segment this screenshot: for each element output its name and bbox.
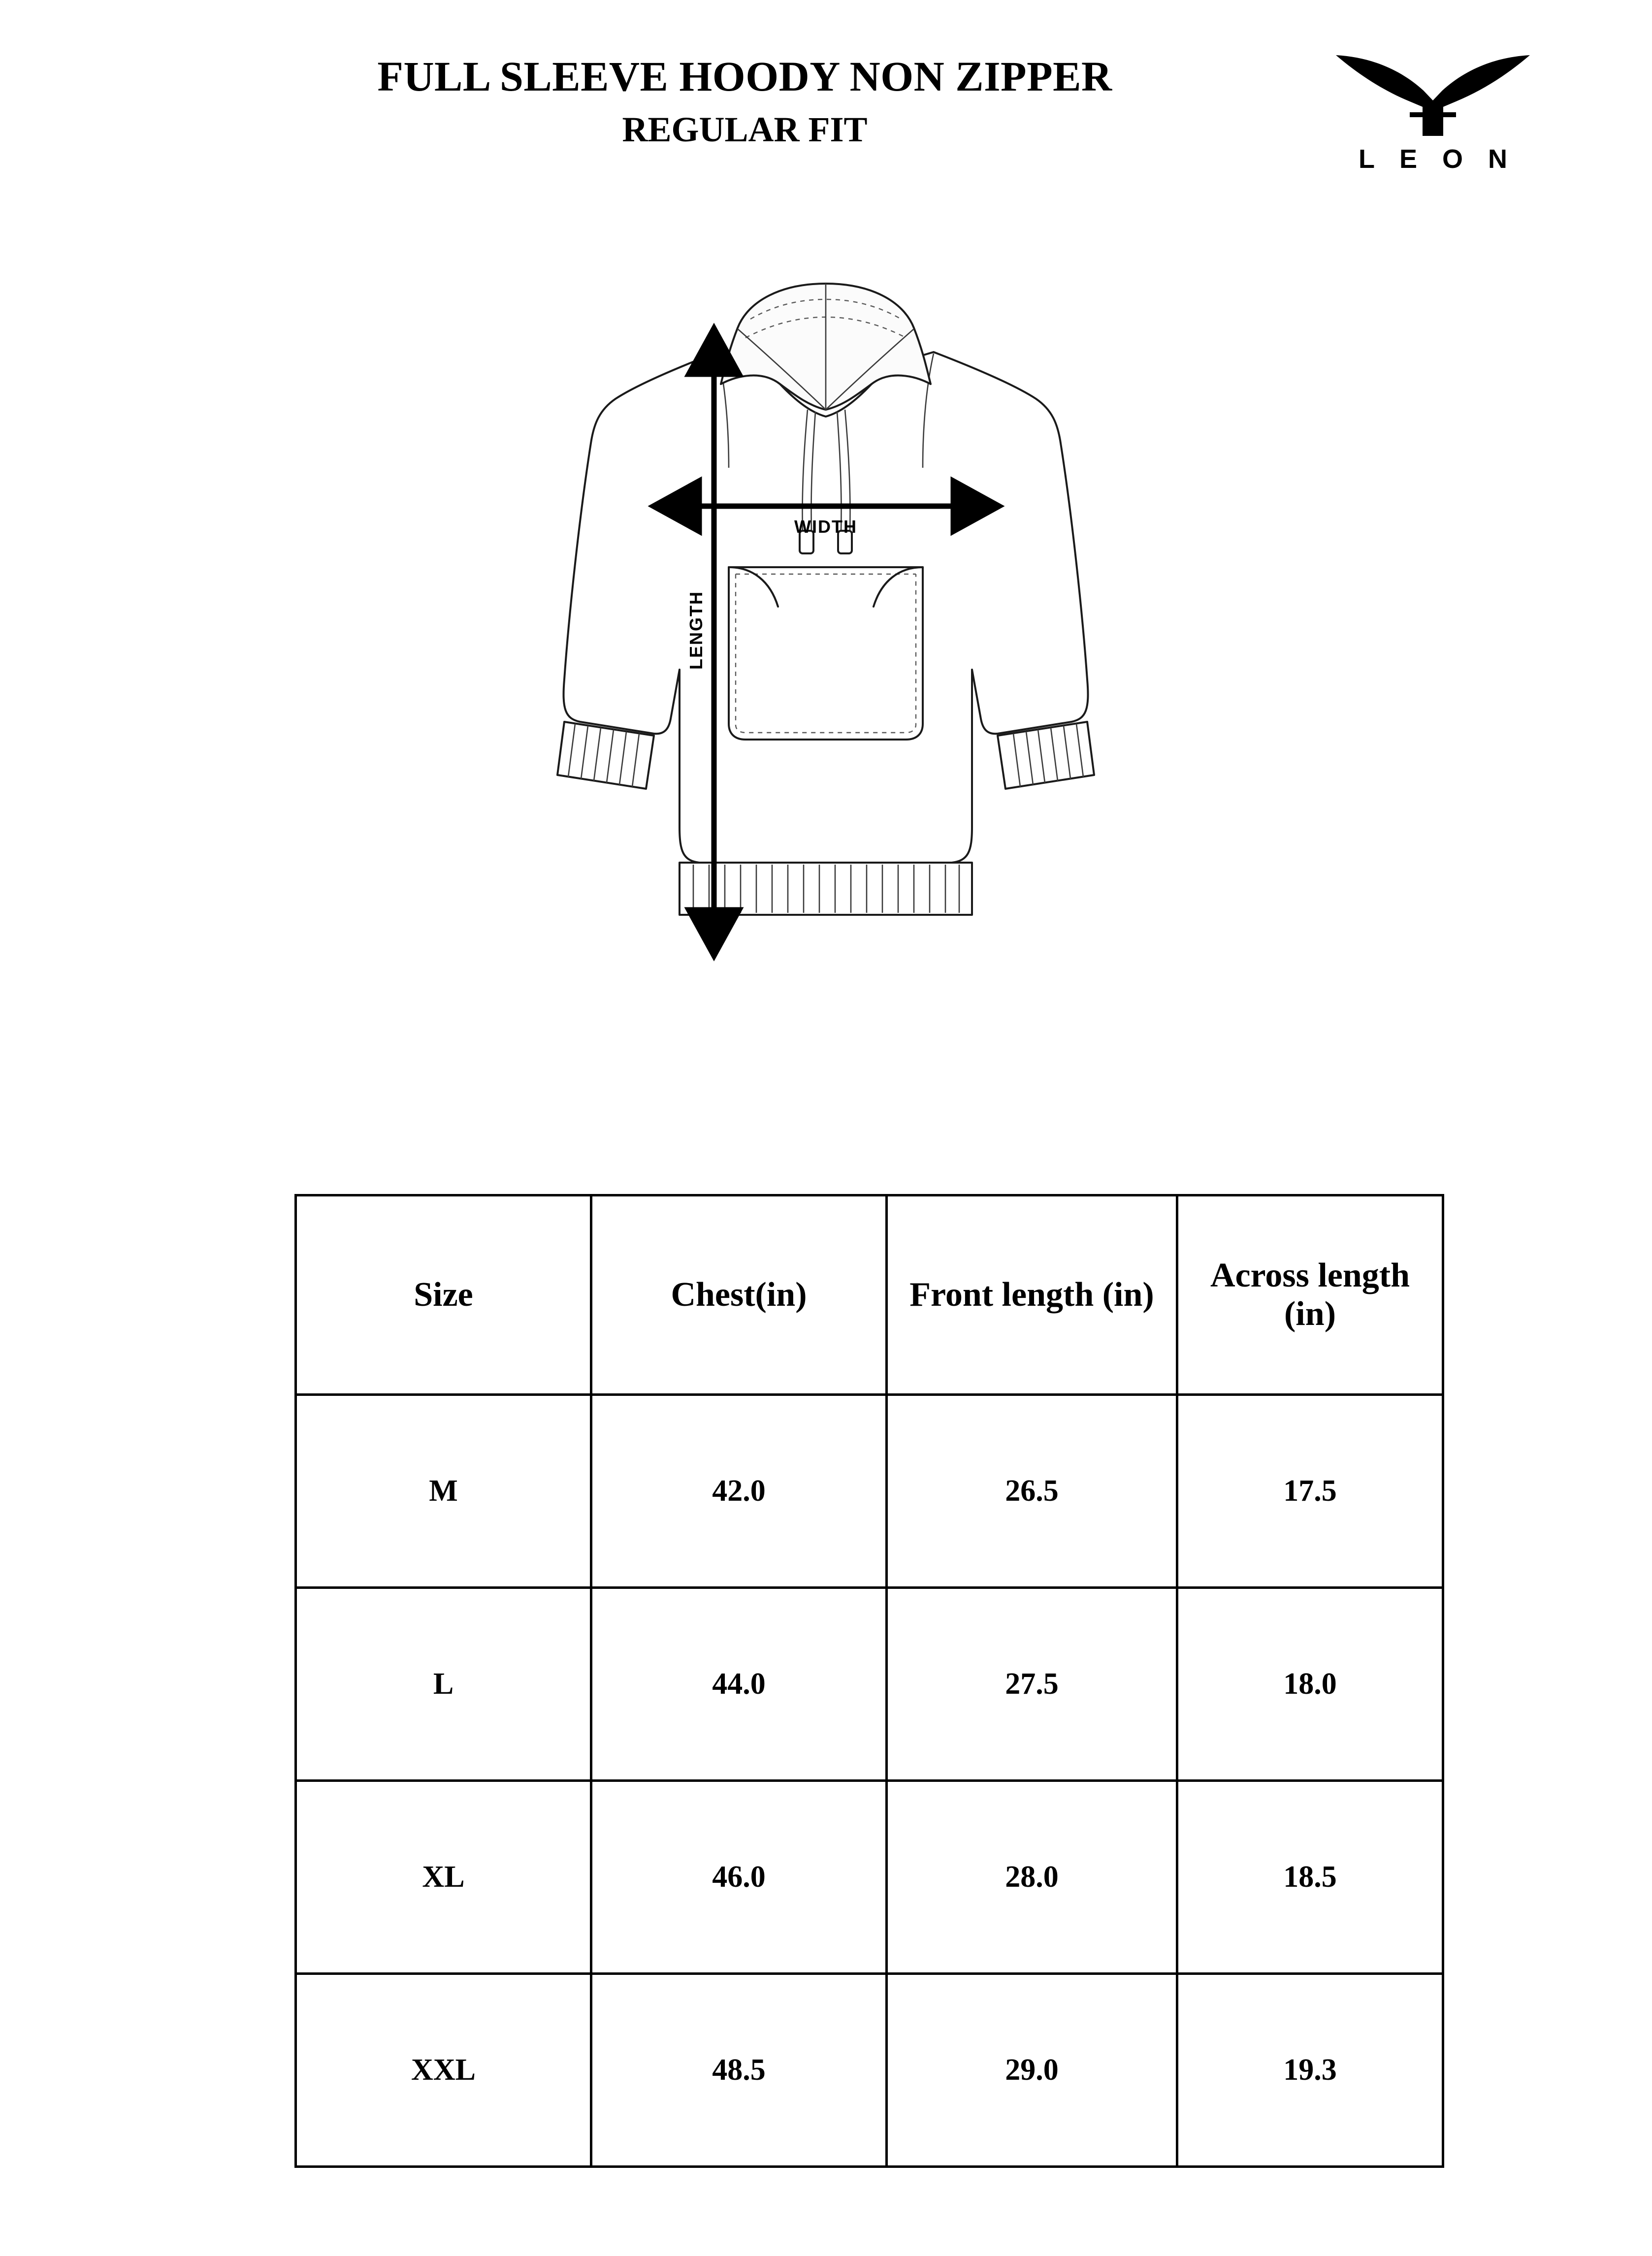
- column-header-front-length: Front length (in): [887, 1195, 1177, 1395]
- cell-size: L: [296, 1588, 591, 1781]
- width-label: WIDTH: [794, 516, 857, 537]
- size-chart-page: [0, 54, 1652, 2256]
- table-row: [296, 1395, 1443, 1588]
- size-table-wrapper: [294, 1194, 1442, 2168]
- cell-size: M: [296, 1395, 591, 1588]
- cell-across-length: 18.5: [1177, 1781, 1443, 1974]
- cell-front-length: 29.0: [887, 1974, 1177, 2167]
- cell-chest: 48.5: [591, 1974, 887, 2167]
- cell-size: XL: [296, 1781, 591, 1974]
- page-title: FULL SLEEVE HOODY NON ZIPPER: [377, 53, 1112, 100]
- table-header-row: [296, 1195, 1443, 1395]
- brand-logo: [1327, 49, 1539, 174]
- page-header: [0, 54, 1652, 217]
- leon-bird-icon: [1327, 49, 1539, 143]
- garment-illustration: [0, 236, 1652, 1049]
- cell-chest: 46.0: [591, 1781, 887, 1974]
- column-header-across-length: Across length (in): [1177, 1195, 1443, 1395]
- cell-chest: 44.0: [591, 1588, 887, 1781]
- cell-across-length: 17.5: [1177, 1395, 1443, 1588]
- table-row: [296, 1974, 1443, 2167]
- cell-front-length: 28.0: [887, 1781, 1177, 1974]
- table-row: [296, 1781, 1443, 1974]
- column-header-chest: Chest(in): [591, 1195, 887, 1395]
- size-table: [294, 1194, 1444, 2168]
- cell-across-length: 18.0: [1177, 1588, 1443, 1781]
- cell-chest: 42.0: [591, 1395, 887, 1588]
- hoodie-drawing: [506, 236, 1146, 1024]
- column-header-size: Size: [296, 1195, 591, 1395]
- cell-across-length: 19.3: [1177, 1974, 1443, 2167]
- cell-front-length: 27.5: [887, 1588, 1177, 1781]
- cell-size: XXL: [296, 1974, 591, 2167]
- cell-front-length: 26.5: [887, 1395, 1177, 1588]
- page-subtitle: REGULAR FIT: [622, 110, 868, 150]
- length-label: LENGTH: [685, 591, 706, 670]
- brand-name: L E O N: [1358, 144, 1517, 174]
- table-row: [296, 1588, 1443, 1781]
